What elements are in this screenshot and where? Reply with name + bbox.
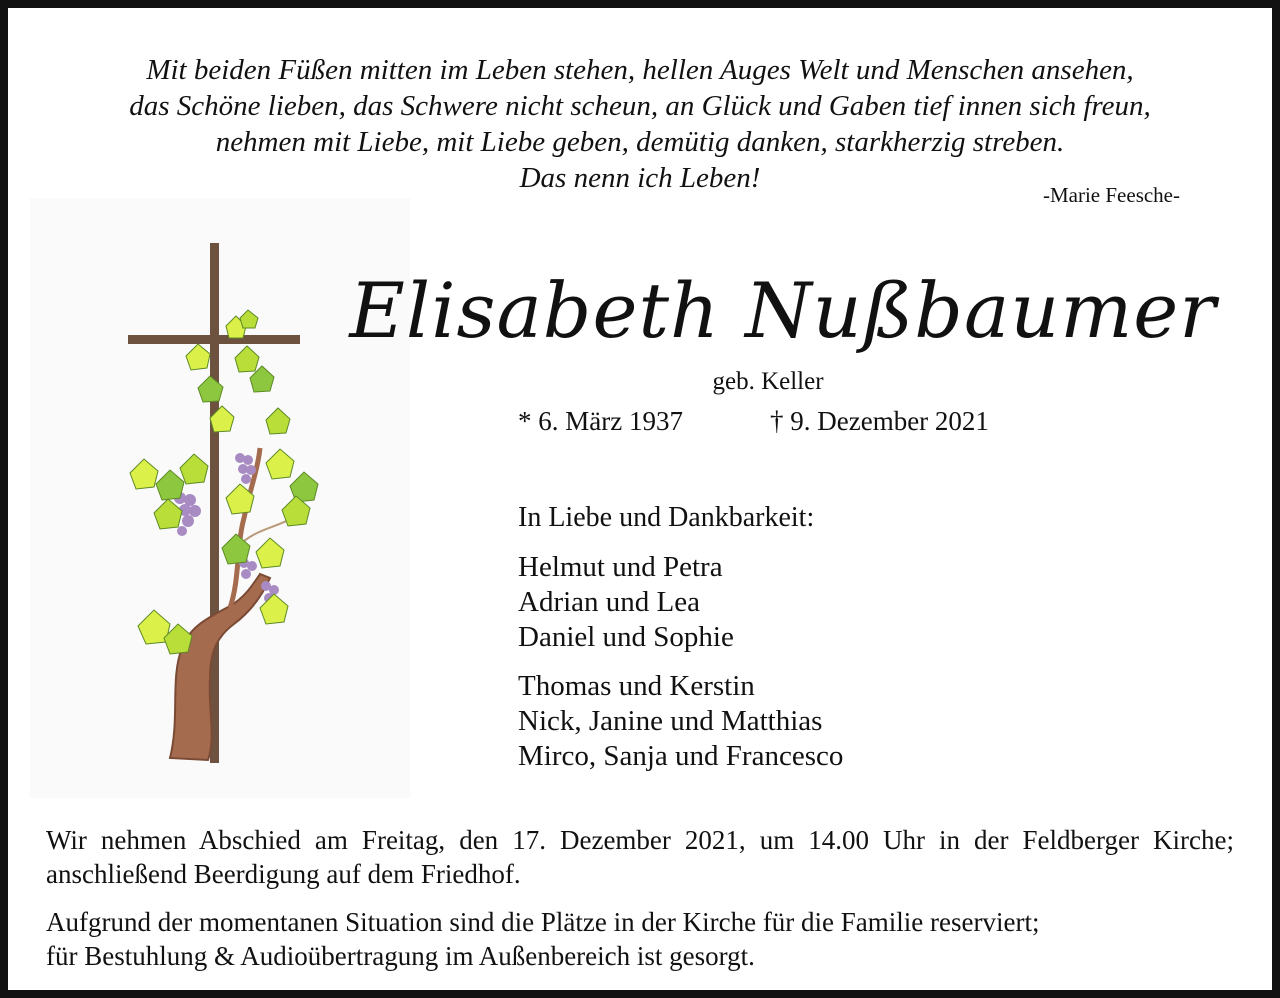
- mourner-name: Mirco, Sanja und Francesco: [518, 740, 844, 772]
- seating-notice: [46, 905, 1234, 973]
- service-line: Wir nehmen Abschied am Freitag, den 17. Dezember 2021, um 14.00 Uhr in der Feldberger Kirche;: [46, 825, 1234, 855]
- quote-author: -Marie Feesche-: [1042, 183, 1180, 207]
- service-line: anschließend Beerdigung auf dem Friedhof.: [46, 859, 521, 889]
- deceased-name: Elisabeth Nußbaumer: [349, 266, 1217, 355]
- death-date: † 9. Dezember 2021: [770, 406, 989, 436]
- mourners-heading: In Liebe und Dankbarkeit:: [518, 502, 815, 533]
- mourner-name: Helmut und Petra: [518, 551, 723, 583]
- quote-line: Das nenn ich Leben!: [519, 162, 761, 194]
- quote-line: Mit beiden Füßen mitten im Leben stehen, hellen Auges Welt und Menschen ansehen,: [146, 54, 1134, 86]
- mourners-group: [518, 669, 843, 774]
- mourner-name: Adrian und Lea: [518, 586, 700, 618]
- seating-line: Aufgrund der momentanen Situation sind die Plätze in der Kirche für die Familie reserviert;: [46, 907, 1040, 937]
- birth-date: * 6. März 1937: [518, 406, 683, 436]
- quote-line: nehmen mit Liebe, mit Liebe geben, demütig danken, starkherzig streben.: [215, 126, 1065, 158]
- mourners-group: [518, 550, 734, 655]
- quote-line: das Schöne lieben, das Schwere nicht scheun, an Glück und Gaben tief innen sich freun,: [129, 90, 1151, 122]
- maiden-name: geb. Keller: [712, 368, 824, 395]
- seating-line: für Bestuhlung & Audioübertragung im Außenbereich ist gesorgt.: [46, 941, 755, 971]
- service-announcement: [46, 823, 1234, 891]
- quote-block: [8, 52, 1272, 196]
- mourner-name: Thomas und Kerstin: [518, 670, 755, 702]
- mourner-name: Daniel und Sophie: [518, 621, 734, 653]
- mourner-name: Nick, Janine und Matthias: [518, 705, 823, 737]
